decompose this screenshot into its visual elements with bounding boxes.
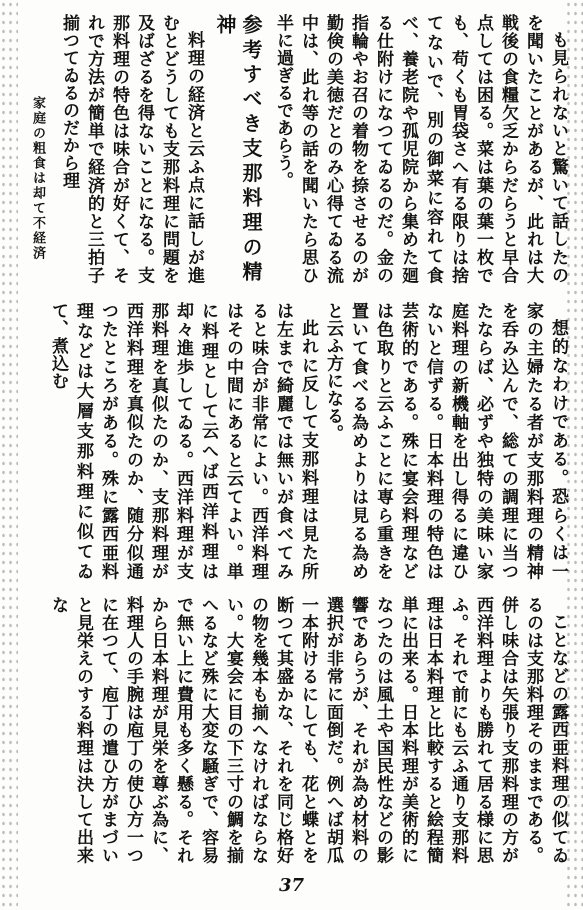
paragraph: も見られないと驚いて話したのを聞いたことがあるが、此れは大戦後の食糧欠乏からだらうと早合点しては困る。菜は葉の葉一枚でも、苟くも胃袋さへ有る限りは捨てないで、別の御菜に容れて食べ、養老院や孤児院から集めた廻る仕附けになつてゐるのだ。金の指輪やお召の着物を捺させるのが勤倹の美徳だとのみ心得てゐる流中は、此れ等の話を聞いたら思ひ半に過ぎるであらう。 (273, 14, 568, 284)
running-head: 家庭の粗食は却て不経済 (30, 96, 45, 261)
text-band-top (50, 14, 570, 284)
paragraph: 想的なわけである。恐らくは一家の主婦たる者が支那料理の精神を呑み込んで、総ての調理に当つたならば、必ずや独特の美味い家庭料理の新機軸を出し得るに違ひないと信ずる。日本料理の特色は芸術的である。殊に宴会料理などは色取りと云ふことに専ら重きを置いて食べる為めよりは見る為めと云ふ方になる。 (323, 302, 568, 580)
page-number: 37 (278, 875, 305, 896)
paragraph: 此れに反して支那料理は見た所は左まで綺麗では無いが食べてみると味合が非常によい。西洋料理はその中間にあると云てよい。単に料理として云へば西洋料理は却々進歩してゐる。西洋料理が支那料理を真似たのか、支那料理が西洋料理を真似たのか、随分似通つたところがある。殊に露西亜料理などは大層支那料理に似てゐて、煮込む (48, 302, 318, 580)
text-band-middle (48, 302, 570, 580)
section-heading: 参考すべき支那料理の精神 (213, 14, 263, 284)
scan-noise-left (0, 0, 18, 910)
paragraph: 料理の経済と云ふ点に話しが進むとどうしても支那料理に問題を及ばざるを得ないことになる。支那料理の特色は味合が好くて、それで方法が簡単で経済的と三拍子揃つてゐるのだから理 (59, 14, 204, 284)
text-band-bottom (48, 596, 570, 864)
paragraph: ことなどの露西亜料理の似てゐるのは支那料理そのままである。併し味合は矢張り支那料理の方が西洋料理よりも勝れて居る様に思ふ。それで前にも云ふ通り支那料理は日本料理と比較すると絵程簡単に出来る。日本料理が美術的になつたのは風土や国民性などの影響であらうが、それが為め材料の選択が非常に面倒だ。例へば胡瓜一本附けるにしても、花と蝶とを断つて其盛かな、それを同じ格好の物を幾本も揃へなければならない。大宴会に目の下三寸の鯛を揃へるなど殊に大変な騒ぎで、容易で無い上に費用も多く懸る。それから日本料理が見栄を尊ぶ為に、料理人の手腕は庖丁の使ひ方一つに在つて、庖丁の遣ひ方がまづいと見栄えのする料理は決して出来な (48, 596, 568, 864)
